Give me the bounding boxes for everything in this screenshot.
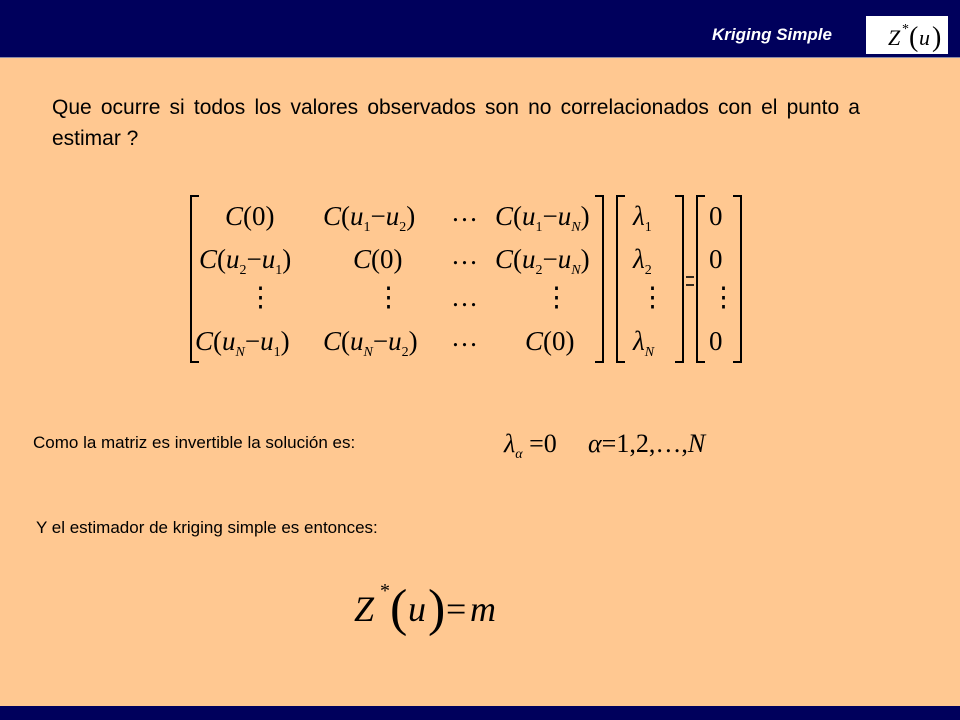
slide-title: Kriging Simple: [712, 25, 832, 44]
solution-text: Como la matriz es invertible la solución es:: [33, 433, 356, 452]
rhs-3: ⋮: [710, 282, 737, 312]
m-cell-4-3: …: [451, 322, 478, 352]
rhs-n: 0: [709, 326, 723, 356]
rhs-2: 0: [709, 244, 723, 274]
m-cell-2-3: …: [451, 240, 478, 270]
header-formula: [866, 16, 948, 54]
estimator-equals: =: [446, 589, 467, 629]
lambda-2: $\lambda_2$: [633, 244, 652, 278]
lambda-right-bracket: [675, 196, 683, 362]
header-formula-rparen: ): [932, 22, 942, 53]
estimator-u: u: [408, 589, 426, 629]
estimator-star: *: [380, 580, 390, 602]
matrix-equation: [185, 188, 745, 368]
rhs-1: 0: [709, 201, 723, 231]
estimator-z: Z: [354, 589, 375, 629]
header-formula-z: Z: [888, 25, 901, 50]
m-cell-1-2: $C(u_1-u_2)$: [323, 201, 416, 235]
footer-bar: [0, 706, 960, 720]
header-formula-star: *: [902, 22, 909, 37]
estimator-lparen: (: [390, 580, 408, 637]
m-cell-4-2: $C(u_N-u_2)$: [323, 326, 418, 360]
m-cell-1-1: C(0): [225, 201, 275, 231]
m-cell-2-1: $C(u_2-u_1)$: [199, 244, 292, 278]
estimator-rparen: ): [428, 580, 446, 637]
header-divider: [0, 57, 960, 58]
lambda-3: ⋮: [639, 282, 666, 312]
solution-lambda: $\lambda_\alpha =0$: [504, 429, 557, 462]
solution-formula: [500, 418, 720, 468]
rhs-left-bracket: [697, 196, 705, 362]
estimator-text: Y el estimador de kriging simple es entonces:: [36, 518, 378, 537]
m-cell-4-4: C(0): [525, 326, 575, 356]
header-formula-lparen: (: [909, 22, 919, 53]
lambda-n: $\lambda_N$: [633, 326, 655, 360]
estimator-m: m: [470, 589, 496, 629]
m-cell-1-3: …: [451, 197, 478, 227]
m-cell-1-4: $C(u_1-u_N)$: [495, 201, 590, 235]
m-cell-3-4: ⋮: [543, 282, 570, 312]
lambda-left-bracket: [617, 196, 625, 362]
m-cell-3-3: …: [451, 282, 478, 312]
rhs-right-bracket: [733, 196, 741, 362]
m-cell-4-1: $C(u_N-u_1)$: [195, 326, 290, 360]
matrix-right-bracket: [595, 196, 603, 362]
solution-alpha: α=1,2,…,N: [588, 429, 706, 458]
m-cell-2-2: C(0): [353, 244, 403, 274]
question-text: Que ocurre si todos los valores observados son no correlacionados con el punto a estimar ?: [52, 96, 860, 150]
estimator-formula: [350, 575, 530, 645]
m-cell-3-1: ⋮: [247, 282, 274, 312]
m-cell-3-2: ⋮: [375, 282, 402, 312]
m-cell-2-4: $C(u_2-u_N)$: [495, 244, 590, 278]
header-formula-arg: u: [919, 25, 930, 50]
lambda-1: $\lambda_1$: [633, 201, 652, 235]
